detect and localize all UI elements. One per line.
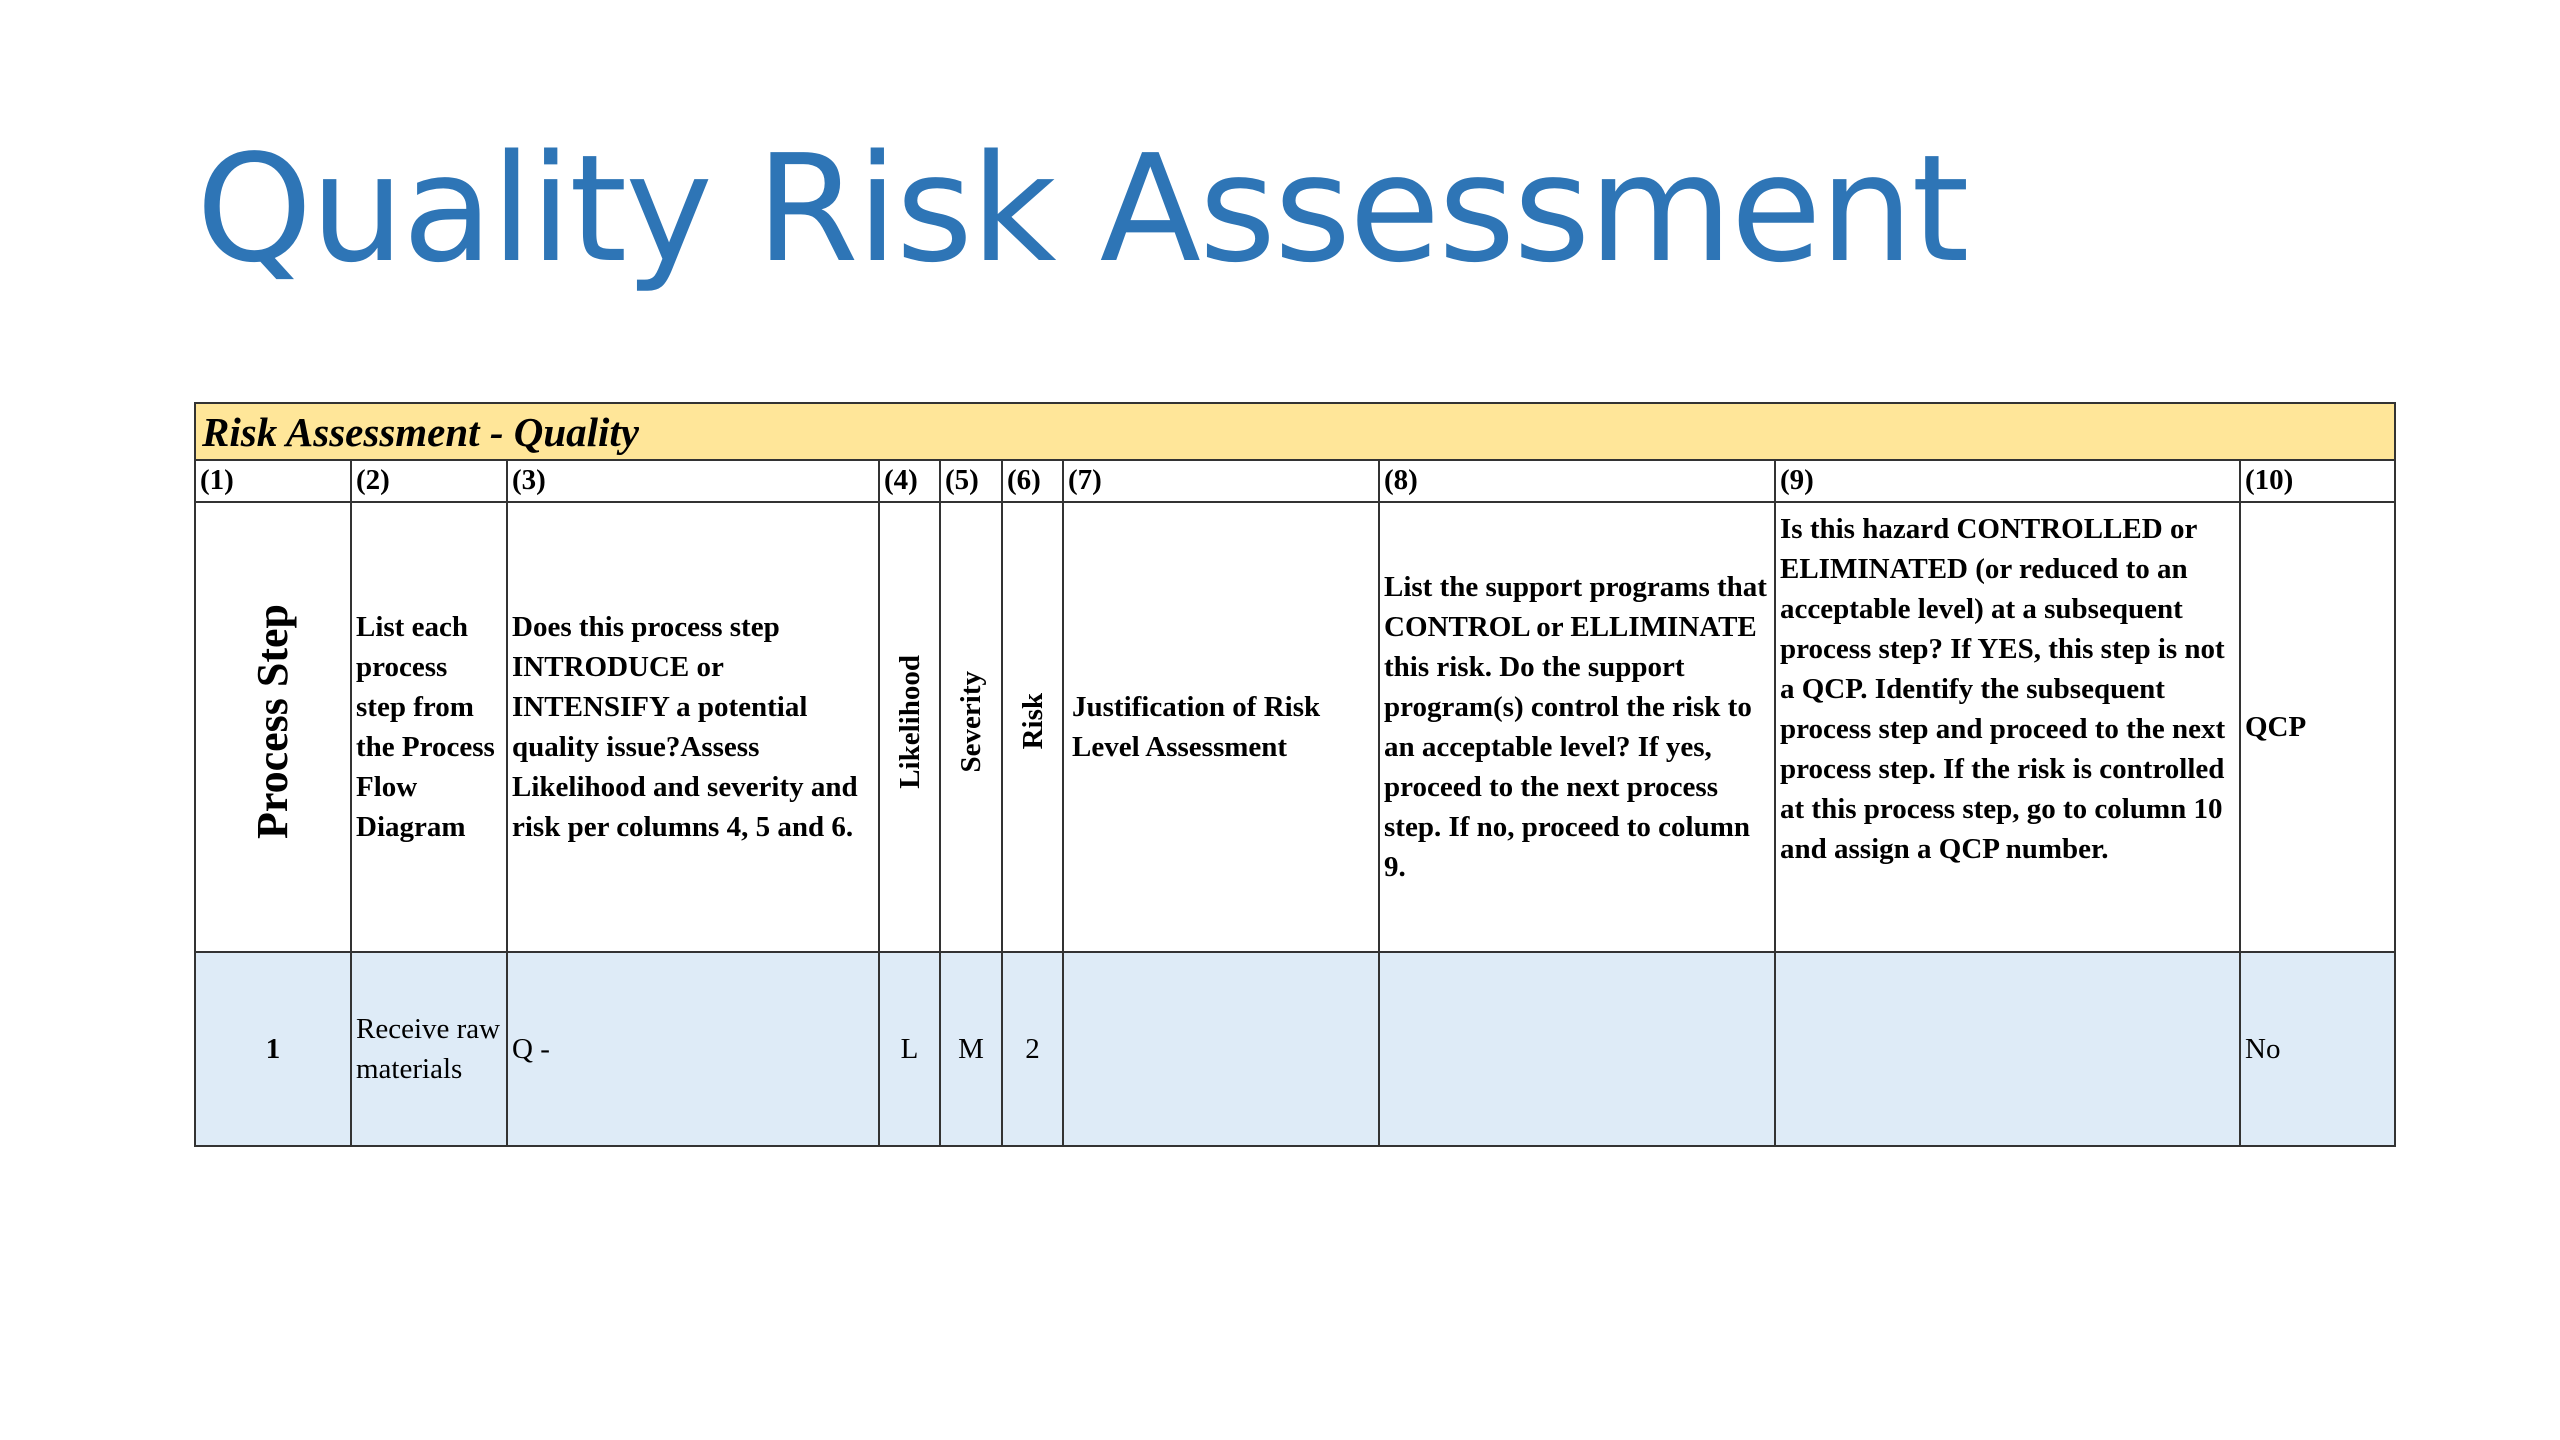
table-caption: Risk Assessment - Quality: [195, 403, 2395, 460]
cell-process-step-name: Receive raw materials: [351, 952, 507, 1146]
table-caption-row: [195, 403, 2395, 460]
header-severity-label: Severity: [955, 670, 987, 773]
header-qcp: QCP: [2240, 502, 2395, 952]
table-row: [195, 952, 2395, 1146]
column-number: (9): [1775, 460, 2240, 502]
header-risk: [1002, 502, 1063, 952]
column-header-row: [195, 502, 2395, 952]
header-likelihood-label: Likelihood: [893, 654, 926, 789]
header-support-programs: List the support programs that CONTROL or ELLIMINATE this risk. Do the support program(s) control the risk to an acceptable level? If yes, proceed to the next process step. If no, proceed to column 9.: [1379, 502, 1775, 952]
column-number: (6): [1002, 460, 1063, 502]
column-number: (8): [1379, 460, 1775, 502]
cell-risk: 2: [1002, 952, 1063, 1146]
header-list-process-steps: List each process step from the Process Flow Diagram: [351, 502, 507, 952]
header-justification: Justification of Risk Level Assessment: [1063, 502, 1379, 952]
cell-process-step-number: 1: [195, 952, 351, 1146]
column-number: (5): [940, 460, 1002, 502]
column-number: (3): [507, 460, 879, 502]
risk-assessment-table: [194, 402, 2396, 1147]
column-number: (10): [2240, 460, 2395, 502]
cell-qcp: No: [2240, 952, 2395, 1146]
header-introduce-or-intensify: Does this process step INTRODUCE or INTENSIFY a potential quality issue?Assess Likelihood and severity and risk per columns 4, 5 and 6.: [507, 502, 879, 952]
header-risk-label: Risk: [1016, 693, 1049, 750]
cell-likelihood: L: [879, 952, 940, 1146]
cell-support-programs: [1379, 952, 1775, 1146]
column-number: (7): [1063, 460, 1379, 502]
column-number: (4): [879, 460, 940, 502]
slide-title: Quality Risk Assessment: [196, 123, 1968, 295]
header-severity: [940, 502, 1002, 952]
header-process-step-label: Process Step: [248, 603, 297, 840]
cell-quality-issue: Q -: [507, 952, 879, 1146]
cell-controlled-or-eliminated: [1775, 952, 2240, 1146]
cell-justification: [1063, 952, 1379, 1146]
cell-severity: M: [940, 952, 1002, 1146]
header-process-step: [195, 502, 351, 952]
header-likelihood: [879, 502, 940, 952]
column-number-row: [195, 460, 2395, 502]
header-controlled-or-eliminated: Is this hazard CONTROLLED or ELIMINATED (or reduced to an acceptable level) at a subsequent process step? If YES, this step is not a QCP. Identify the subsequent process step and proceed to the next process step. If the risk is controlled at this process step, go to column 10 and assign a QCP number.: [1775, 502, 2240, 952]
column-number: (2): [351, 460, 507, 502]
column-number: (1): [195, 460, 351, 502]
